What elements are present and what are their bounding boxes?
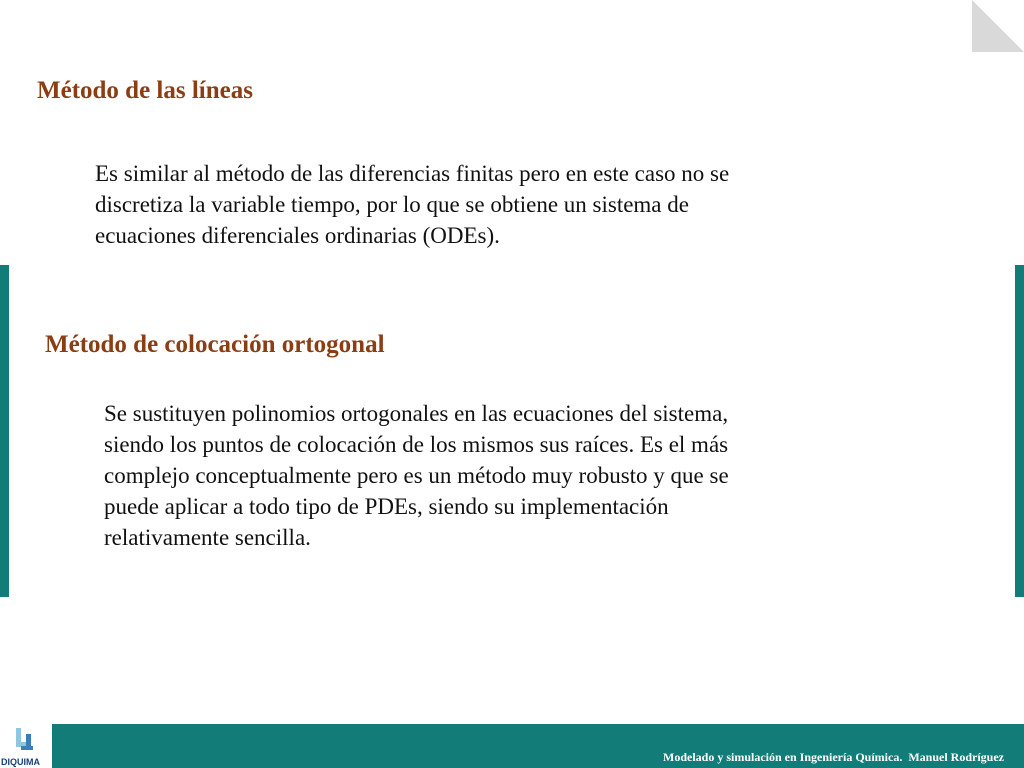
footer-bar <box>0 724 1024 768</box>
page-curl-icon <box>972 0 1024 52</box>
left-accent-bar <box>0 265 9 597</box>
section-paragraph-orthogonal-collocation: Se sustituyen polinomios ortogonales en las ecuaciones del sistema, siendo los puntos de colocación de los mismos sus raíces. Es el más complejo conceptualmente pero es un método muy robusto y que se puede aplicar a todo tipo de PDEs, siendo su implementación relativamente sencilla. <box>104 401 729 550</box>
section-paragraph-method-of-lines: Es similar al método de las diferencias finitas pero en este caso no se discretiza la variable tiempo, por lo que se obtiene un sistema de ecuaciones diferenciales ordinarias (ODEs). <box>95 161 730 248</box>
footer-credit: Modelado y simulación en Ingeniería Química. Manuel Rodríguez <box>663 750 1004 764</box>
section-heading-method-of-lines: Método de las líneas <box>37 77 253 104</box>
right-accent-bar <box>1015 265 1024 597</box>
diquima-logo-icon <box>12 726 38 752</box>
logo-text: DIQUIMA <box>1 757 40 767</box>
section-heading-orthogonal-collocation: Método de colocación ortogonal <box>45 331 385 358</box>
footer-logo <box>0 724 52 768</box>
